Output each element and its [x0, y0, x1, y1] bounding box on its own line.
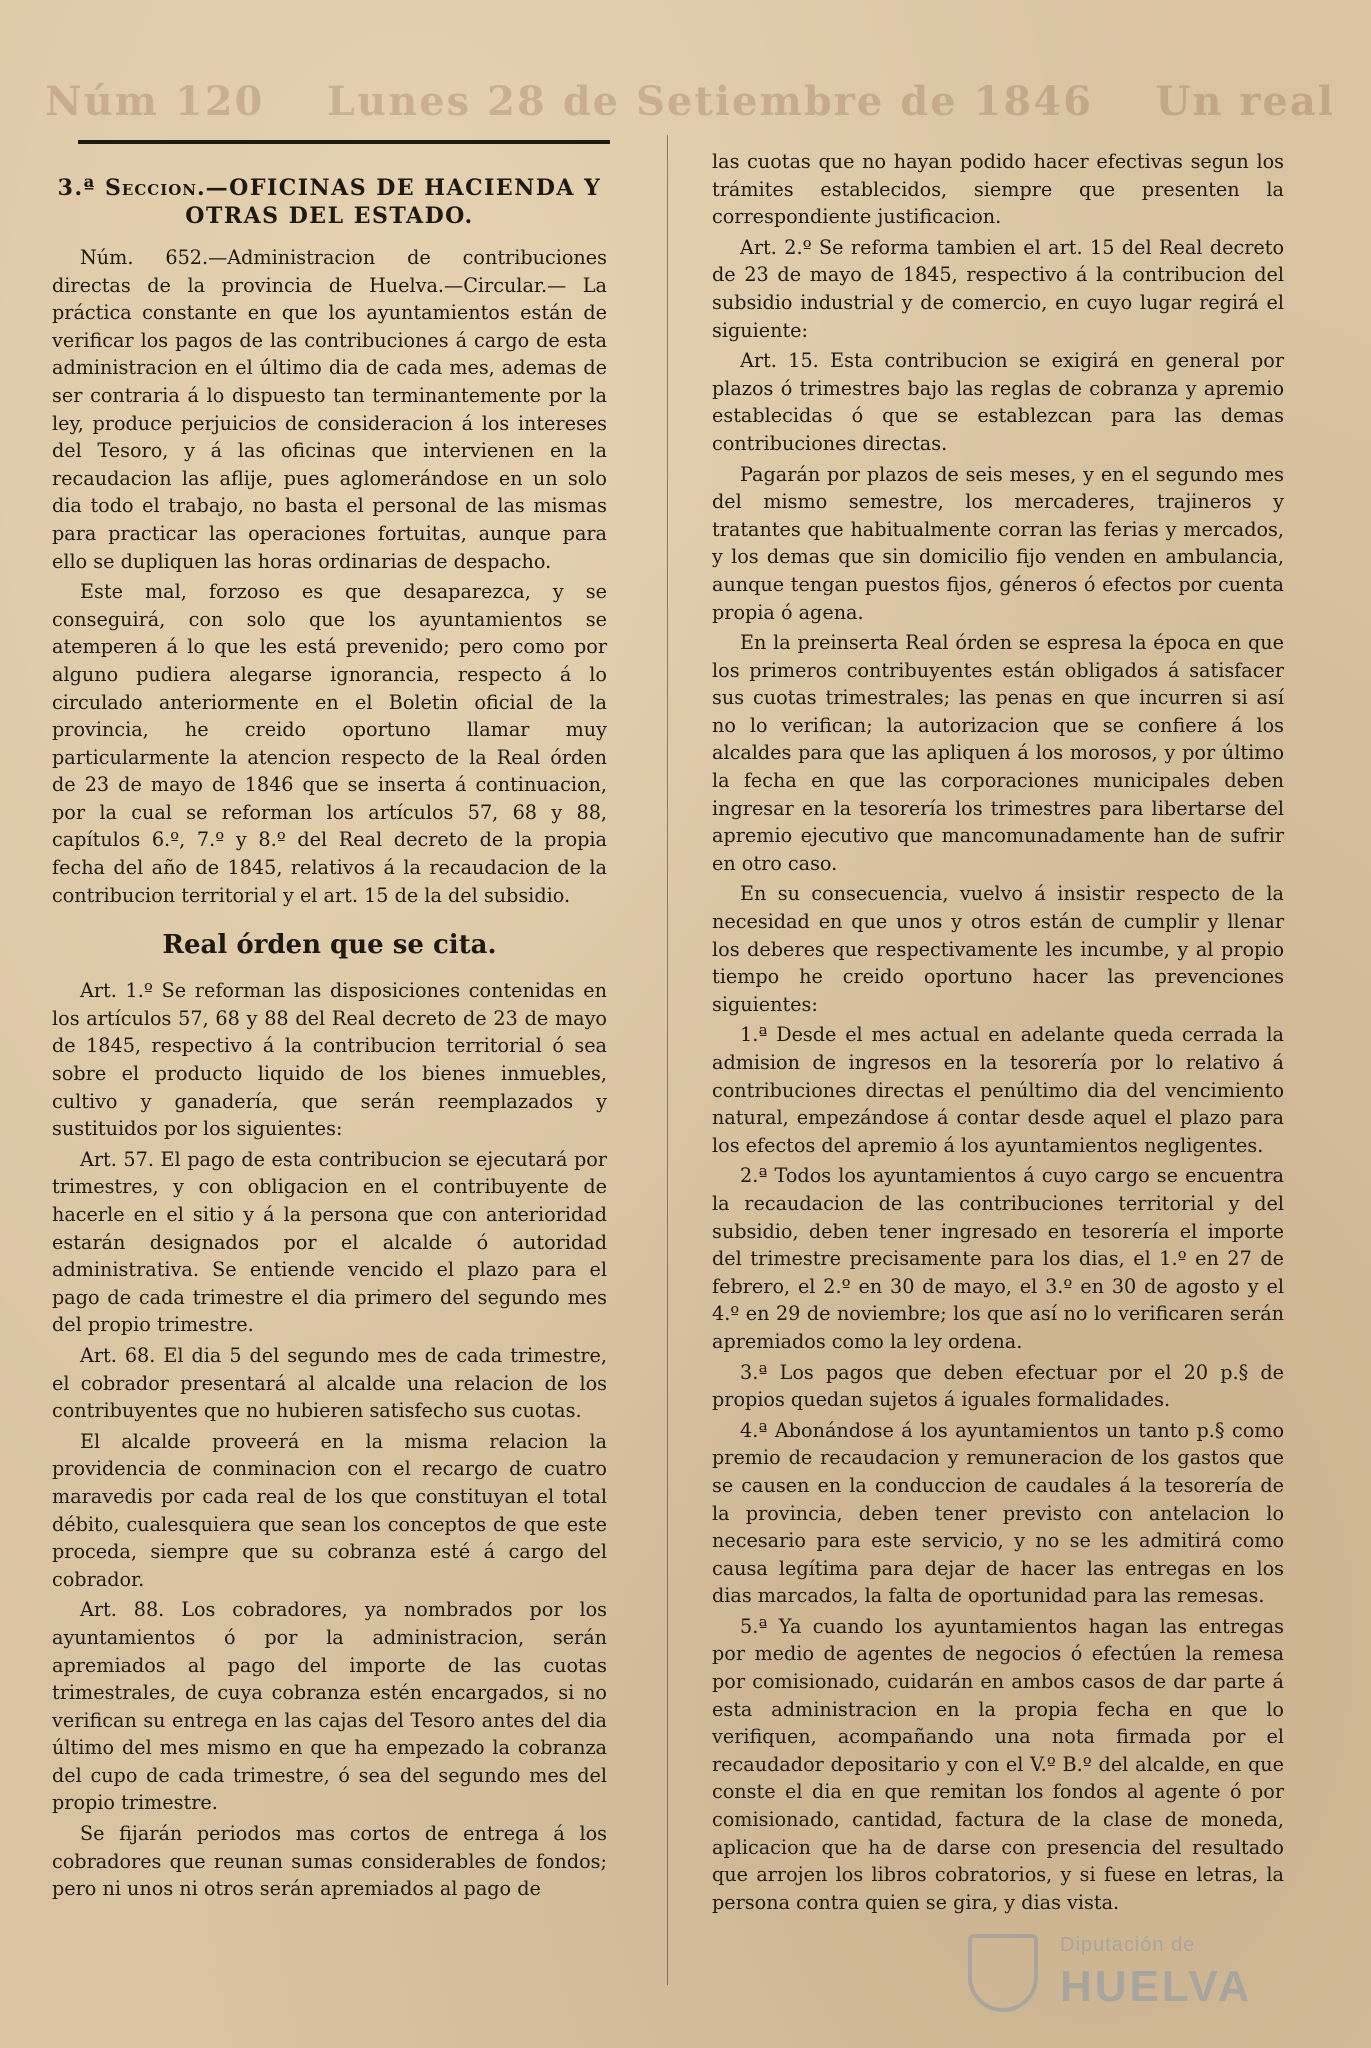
provision-1: 1.ª Desde el mes actual en adelante queda cerrada la admision de ingresos en la tesorería por lo relativo á contribuciones directas el penúltimo dia del vencimiento natural, empezándose á contar desde aquel el plazo para los efectos del apremio á los ayuntamientos negligentes. [712, 1023, 1284, 1157]
left-column [52, 148, 607, 1906]
real-orden-heading: Real órden que se cita. [162, 930, 497, 961]
section-title-line1: —OFICINAS DE HACIENDA Y [205, 175, 602, 201]
provision-5: 5.ª Ya cuando los ayuntamientos hagan las entregas por medio de agentes de negocios ó efectúen la remesa por comisionado, cuidarán en ambos casos de dar parte á esta administracion en la propia fecha en que lo verifiquen, acompañando una nota firmada por el recaudador depositario y con el V.º B.º del alcalde, en que conste el dia en que remitan los fondos al agente ó por comisionado, cantidad, factura de la clase de moneda, aplicacion que ha de darse con presencia del resultado que arrojen los libros cobratorios, y si fuese en letras, la persona contra quien se gira, y dias vista. [712, 1614, 1284, 1914]
section-word: Seccion. [105, 175, 206, 201]
article-68: Art. 68. El dia 5 del segundo mes de cada trimestre, el cobrador presentará al alcalde una relacion de los contribuyentes que no hubieren satisfecho sus cuotas. [52, 1343, 607, 1423]
section-title-line2: OTRAS DEL ESTADO. [185, 203, 474, 229]
article-15-continued: Pagarán por plazos de seis meses, y en el segundo mes del mismo semestre, los mercaderes, trajineros y tratantes que habitualmente corran las ferias y mercados, y los demas que sin domicilio fijo venden en ambulancia, aunque tengan puestos fijos, géneros ó efectos por cuenta propia ó agena. [712, 462, 1284, 624]
section-number: 3.ª [57, 175, 96, 201]
column-divider [667, 135, 668, 1985]
bleed-through-price: Un real [1155, 78, 1335, 125]
top-rule [78, 140, 610, 144]
article-88-continued: Se fijarán periodos mas cortos de entrega á los cobradores que reunan sumas considerables de fondos; pero ni unos ni otros serán apremiados al pago de [52, 1822, 607, 1901]
article-15: Art. 15. Esta contribucion se exigirá en general por plazos ó trimestres bajo las reglas de cobranza y apremio establecidas ó que se establezcan para las demas contribuciones directas. [712, 349, 1284, 455]
provision-2: 2.ª Todos los ayuntamientos á cuyo cargo se encuentra la recaudacion de las contribuciones territorial y del subsidio, deben tener ingresado en tesorería el importe del trimestre precisamente para los dias, el 1.º en 27 de febrero, el 2.º en 30 de mayo, el 3.º en 30 de agosto y el 4.º en 29 de noviembre; los que así no lo verificaren serán apremiados como la ley ordena. [712, 1164, 1284, 1353]
continuation-paragraph: las cuotas que no hayan podido hacer efectivas segun los trámites establecidos, siempre que presenten la correspondiente justificacion. [712, 150, 1284, 229]
article-68-continued: El alcalde proveerá en la misma relacion la providencia de conminacion con el recargo de cuatro maravedis por cada real de los que constituyan el total débito, cualesquiera que sean los conceptos de que este proceda, siempre que su cobranza esté á cargo del cobrador. [52, 1429, 607, 1591]
archive-watermark [968, 1930, 1298, 2020]
bleed-through-date: Lunes 28 de Setiembre de 1846 [326, 78, 1093, 125]
watermark-main-text: HUELVA [1060, 1962, 1253, 2011]
provision-4: 4.ª Abonándose á los ayuntamientos un tanto p.§ como premio de recaudacion y remuneracion de los gastos que se causen en la conduccion de caudales á la tesorería de la provincia, deben tener previsto con antelacion lo necesario para este servicio, y no se les admitirá como causa legítima para dejar de hacer las entregas en los dias marcados, la falta de oportunidad para las remesas. [712, 1418, 1284, 1608]
article-88: Art. 88. Los cobradores, ya nombrados por los ayuntamientos ó por la administracion, serán apremiados al pago del importe de las cuotas trimestrales, de cuya cobranza estén encargados, si no verifican su entrega en las cajas del Tesoro antes del dia último del mes mismo en que ha empezado la cobranza del cupo de cada trimestre, ó sea del segundo mes del propio trimestre. [52, 1598, 607, 1815]
right-column [712, 148, 1284, 1919]
shield-icon [968, 1934, 1038, 2012]
article-2: Art. 2.º Se reforma tambien el art. 15 del Real decreto de 23 de mayo de 1845, respectivo á la contribucion del subsidio industrial y de comercio, en cuyo lugar regirá el siguiente: [712, 235, 1284, 342]
commentary-paragraph: En la preinserta Real órden se espresa la época en que los primeros contribuyentes están obligados á satisfacer sus cuotas trimestrales; las penas en que incurren si así no lo verifican; la autorizacion que se confiere á los alcaldes para que las apliquen á los morosos, y por último la fecha en que las corporaciones municipales deben ingresar en la tesorería los trimestres para libertarse del apremio ejecutivo que mancomunadamente han de sufrir en otro caso. [712, 631, 1284, 875]
section-heading [52, 174, 607, 230]
circular-intro-paragraph: Núm. 652.—Administracion de contribuciones directas de la provincia de Huelva.—Circular.— La práctica constante en que los ayuntamientos están de verificar los pagos de las contribuciones á cargo de esta administracion en el último dia de cada mes, ademas de ser contraria á lo dispuesto tan terminantemente por la ley, produce perjuicios de consideracion á los intereses del Tesoro, y á las oficinas que intervienen en la recaudacion las aflije, pues aglomerándose en un solo dia todo el trabajo, no basta el personal de las mismas para practicar las operaciones fortuitas, aunque para ello se dupliquen las horas ordinarias de despacho. [52, 246, 607, 573]
consequence-paragraph: En su consecuencia, vuelvo á insistir respecto de la necesidad en que unos y otros están de cumplir y llenar los deberes que respectivamente les incumbe, y al propio tiempo he creido oportuno hacer las prevenciones siguientes: [712, 882, 1284, 1016]
article-1: Art. 1.º Se reforman las disposiciones contenidas en los artículos 57, 68 y 88 del Real decreto de 23 de mayo de 1845, respectivo á la contribucion territorial ó sea sobre el producto liquido de los bienes inmuebles, cultivo y ganadería, que serán reemplazados y sustituidos por los siguientes: [52, 979, 607, 1141]
bleed-through-number: Núm 120 [45, 78, 265, 125]
article-57: Art. 57. El pago de esta contribucion se ejecutará por trimestres, y con obligacion en el contribuyente de hacerle en el sitio y á la persona que con anterioridad estarán designados por el alcalde ó autoridad administrativa. Se entiende vencido el plazo para el pago de cada trimestre el dia primero del segundo mes del propio trimestre. [52, 1147, 607, 1337]
watermark-top-text: Diputación de [1060, 1934, 1196, 1956]
bleed-through-header [45, 78, 1335, 125]
provision-3: 3.ª Los pagos que deben efectuar por el 20 p.§ de propios quedan sujetos á iguales formalidades. [712, 1360, 1284, 1412]
circular-body-paragraph: Este mal, forzoso es que desaparezca, y se conseguirá, con solo que los ayuntamientos se atemperen á lo que les está prevenido; pero como por alguno pudiera alegarse ignorancia, respecto á lo circulado anteriormente en el Boletin oficial de la provincia, he creido oportuno llamar muy particularmente la atencion respecto de la Real órden de 23 de mayo de 1846 que se inserta á continuacion, por la cual se reforman los artículos 57, 68 y 88, capítulos 6.º, 7.º y 8.º del Real decreto de la propia fecha del año de 1845, relativos á la recaudacion de la contribucion territorial y el art. 15 de la del subsidio. [52, 580, 607, 907]
